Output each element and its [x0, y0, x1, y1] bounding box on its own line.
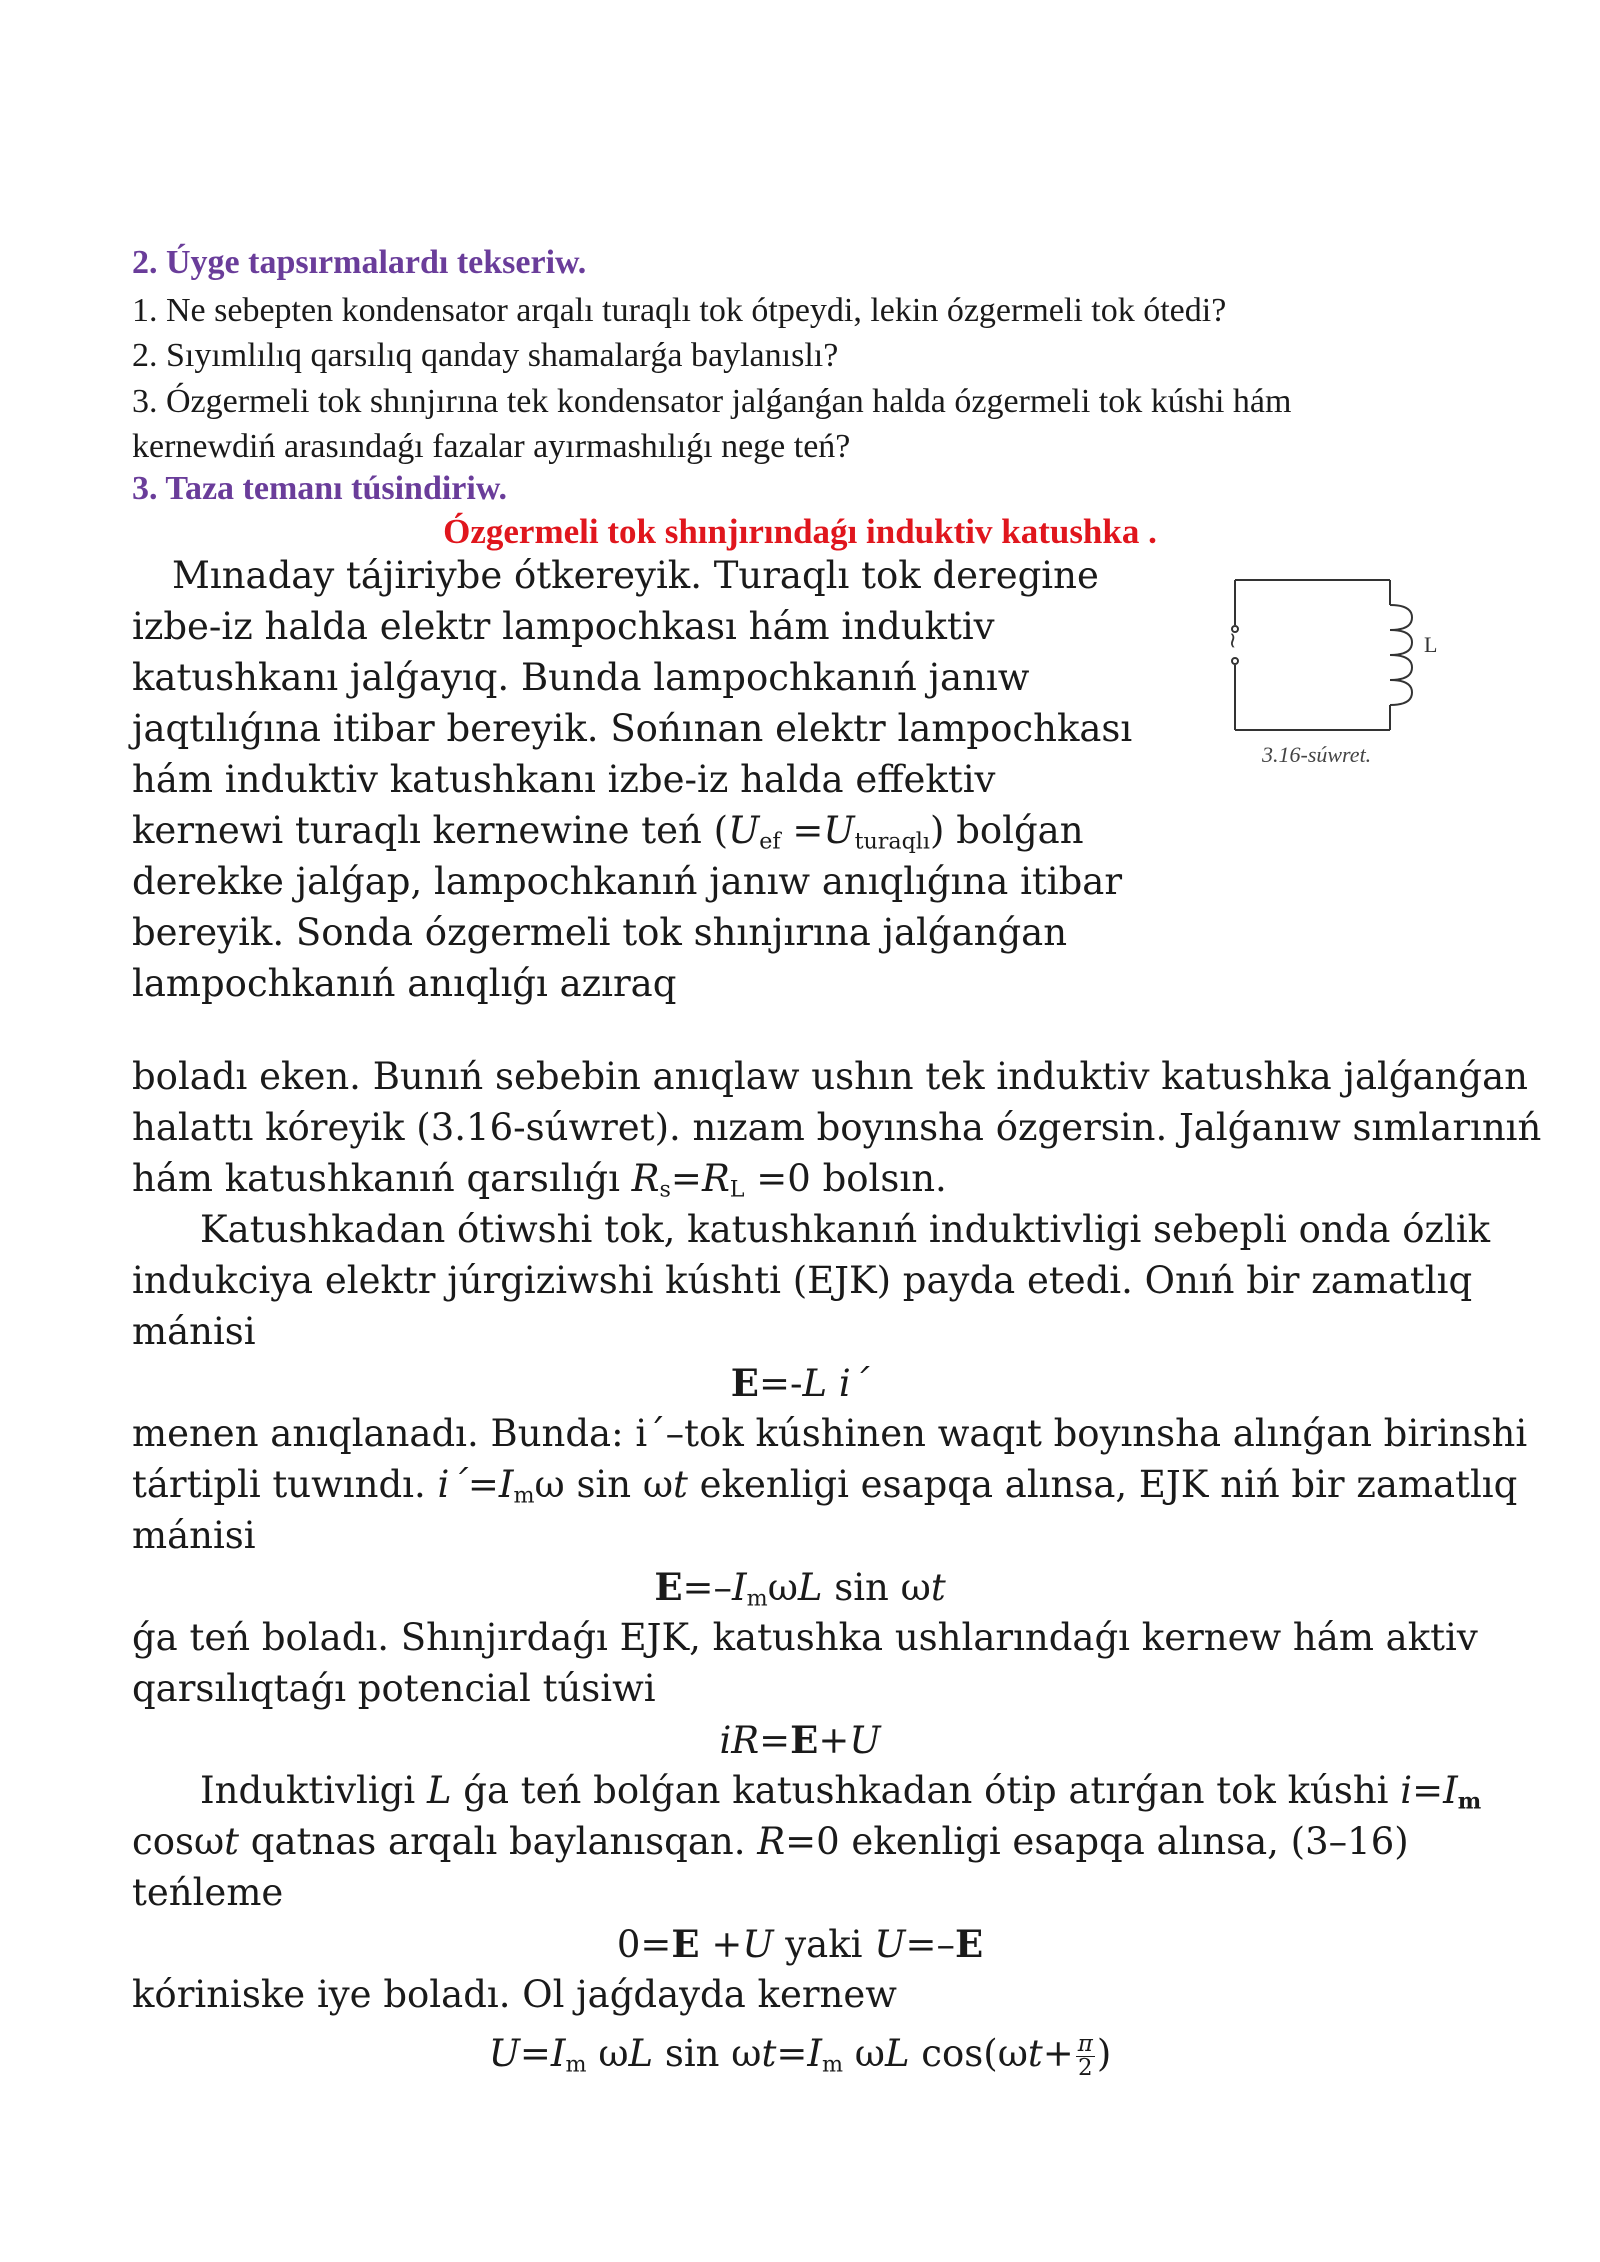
section-2-heading: 2. Úyge tapsırmalardı tekseriw. — [132, 244, 587, 281]
text-line: mánisi — [132, 1514, 256, 1557]
equation-ir: iR=E+U — [719, 1718, 881, 1762]
figure-caption: 3.16-súwret. — [1262, 742, 1372, 767]
text-line: halattı kóreyik (3.16-súwret). nızam boyınsha ózgersin. Jalǵanıw sımlarınıń — [132, 1106, 1542, 1149]
equation-emf: E=-L i´ — [730, 1361, 870, 1405]
text-line: izbe-iz halda elektr lampochkası hám induktiv — [132, 605, 995, 648]
question-3: 3. Ózgermeli tok shınjırına tek kondensator jalǵanǵan halda ózgermeli tok kúshi hám — [132, 383, 1292, 420]
text-line: katushkanı jalǵayıq. Bunda lampochkanıń janıw — [132, 656, 1030, 699]
question-3-continued: kernewdiń arasındaǵı fazalar ayırmashılıǵı nege teń? — [132, 428, 851, 465]
text-line: Katushkadan ótiwshi tok, katushkanıń induktivligi sebepli onda ózlik — [200, 1208, 1491, 1251]
text-line: boladı eken. Bunıń sebebin anıqlaw ushın tek induktiv katushka jalǵanǵan — [132, 1055, 1529, 1098]
text-line: jaqtılıǵına itibar bereyik. Sońınan elektr lampochkası — [132, 707, 1133, 750]
text-line: indukciya elektr júrgiziwshi kúshti (EJK) payda etedi. Onıń bir zamatlıq — [132, 1259, 1473, 1302]
section-3-heading: 3. Taza temanı túsindiriw. — [132, 470, 508, 507]
text-line: derekke jalǵap, lampochkanıń janıw anıqlıǵına itibar — [132, 860, 1123, 903]
text-line: hám induktiv katushkanı izbe-iz halda effektiv — [132, 758, 996, 801]
inductor-label: L — [1424, 632, 1438, 657]
question-1: 1. Ne sebepten kondensator arqalı turaqlı tok ótpeydi, lekin ózgermeli tok ótedi? — [132, 292, 1227, 329]
text-line: kóriniske iye boladı. Ol jaǵdayda kernew — [132, 1973, 897, 2016]
text-line-equation: tártipli tuwındı. $i´=I_m\omega$ sin ωt ekenligi esapqa alınsa, EJK niń bir zamatlıq — [132, 1463, 1518, 1509]
text-line: teńleme — [132, 1871, 284, 1914]
fraction-pi-over-2: $\frac{\pi}{2}$ — [1077, 2031, 1093, 2081]
text-line-equation: cosωt qatnas arqalı baylanısqan. R=0 ekenligi esapqa alınsa, (3–16) — [132, 1820, 1409, 1863]
text-line-equation: kernewi turaqlı kernewine teń $(U_{ef} =U_{turaqlı})$ bolǵan — [132, 809, 1084, 855]
text-line-equation: Induktivligi L ǵa teń bolǵan katushkadan ótip atırǵan tok kúshi $i=I_m$ — [200, 1769, 1482, 1815]
text-line: mánisi — [132, 1310, 256, 1353]
equation-zero: 0=E +U yaki U=–E — [616, 1922, 984, 1966]
text-line: Mınaday tájiriybe ótkereyik. Turaqlı tok deregine — [172, 554, 1099, 597]
text-line: bereyik. Sonda ózgermeli tok shınjırına jalǵanǵan — [132, 911, 1068, 954]
equation-emf-sin: $E=-I_m\omega L$ sin ωt — [654, 1565, 946, 1612]
equation-voltage: $U=I_m$ ωL $\sin \omega t=I_m$ ωL cos(ωt+ $\frac{\pi}{2}$ ) — [488, 2031, 1112, 2081]
topic-title: Ózgermeli tok shınjırındaǵı induktiv katushka . — [443, 512, 1157, 551]
text-line: lampochkanıń anıqlıǵı azıraq — [132, 962, 677, 1005]
text-line: menen anıqlanadı. Bunda: i´–tok kúshinen waqıt boyınsha alınǵan birinshi — [132, 1412, 1528, 1455]
ac-source-symbol: ~ — [1219, 631, 1245, 650]
text-line: qarsılıqtaǵı potencial túsiwi — [132, 1667, 656, 1710]
text-line-equation: hám katushkanıń qarsılıǵı $R_s=R_L =0$ bolsın. — [132, 1157, 947, 1203]
text-line: ǵa teń boladı. Shınjırdaǵı EJK, katushka ushlarındaǵı kernew hám aktiv — [132, 1616, 1478, 1659]
question-2: 2. Sıyımlılıq qarsılıq qanday shamalarǵa baylanıslı? — [132, 337, 839, 374]
